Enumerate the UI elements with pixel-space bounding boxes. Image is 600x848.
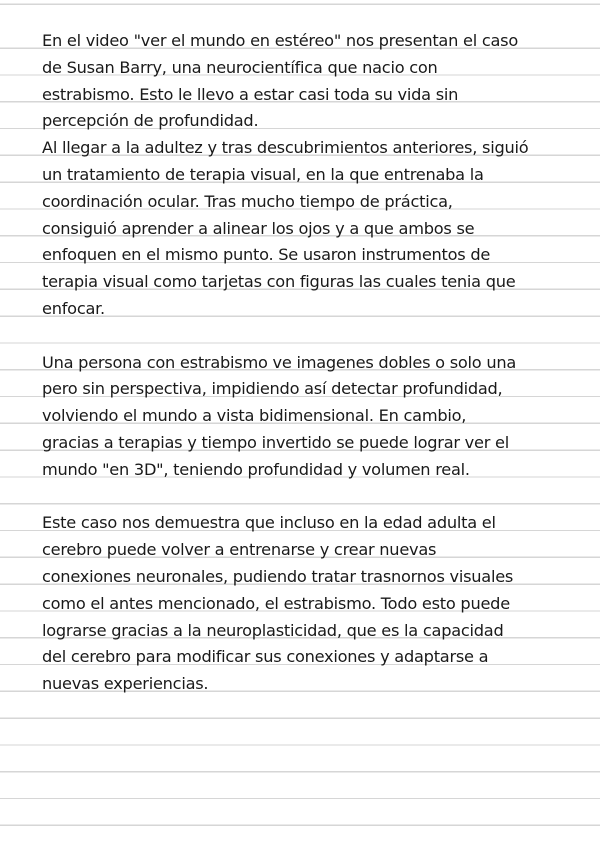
text-line: enfocar. [42, 298, 105, 318]
paragraph-2 [42, 350, 582, 484]
paragraph-1 [42, 28, 582, 323]
text-line: del cerebro para modificar sus conexiones y adaptarse a [42, 647, 489, 667]
text-line: como el antes mencionado, el estrabismo. Todo esto puede [42, 593, 510, 613]
text-line: gracias a terapias y tiempo invertido se puede lograr ver el [42, 432, 509, 452]
text-line: mundo "en 3D", teniendo profundidad y volumen real. [42, 459, 470, 479]
paragraph-spacer [42, 484, 582, 511]
paragraph-spacer [42, 323, 582, 350]
text-line: cerebro puede volver a entrenarse y crear nuevas [42, 540, 437, 560]
text-line: conexiones neuronales, pudiendo tratar trasnornos visuales [42, 566, 514, 586]
text-line: consiguió aprender a alinear los ojos y a que ambos se [42, 218, 475, 238]
text-line: percepción de profundidad. [42, 111, 259, 131]
text-line: coordinación ocular. Tras mucho tiempo de práctica, [42, 191, 453, 211]
text-line: enfoquen en el mismo punto. Se usaron instrumentos de [42, 245, 491, 265]
document-body [42, 28, 582, 698]
text-line: estrabismo. Esto le llevo a estar casi toda su vida sin [42, 84, 459, 104]
text-line: Una persona con estrabismo ve imagenes dobles o solo una [42, 352, 517, 372]
paragraph-3 [42, 510, 582, 698]
text-line: Al llegar a la adultez y tras descubrimientos anteriores, siguió [42, 138, 529, 158]
text-line: de Susan Barry, una neurocientífica que nacio con [42, 57, 438, 77]
text-line: pero sin perspectiva, impidiendo así detectar profundidad, [42, 379, 503, 399]
text-line: lograrse gracias a la neuroplasticidad, que es la capacidad [42, 620, 504, 640]
text-line: terapia visual como tarjetas con figuras las cuales tenia que [42, 272, 516, 292]
text-line: volviendo el mundo a vista bidimensional. En cambio, [42, 406, 467, 426]
text-line: un tratamiento de terapia visual, en la que entrenaba la [42, 164, 484, 184]
text-line: nuevas experiencias. [42, 674, 209, 694]
text-line: Este caso nos demuestra que incluso en la edad adulta el [42, 513, 496, 533]
text-line: En el video "ver el mundo en estéreo" nos presentan el caso [42, 31, 519, 50]
